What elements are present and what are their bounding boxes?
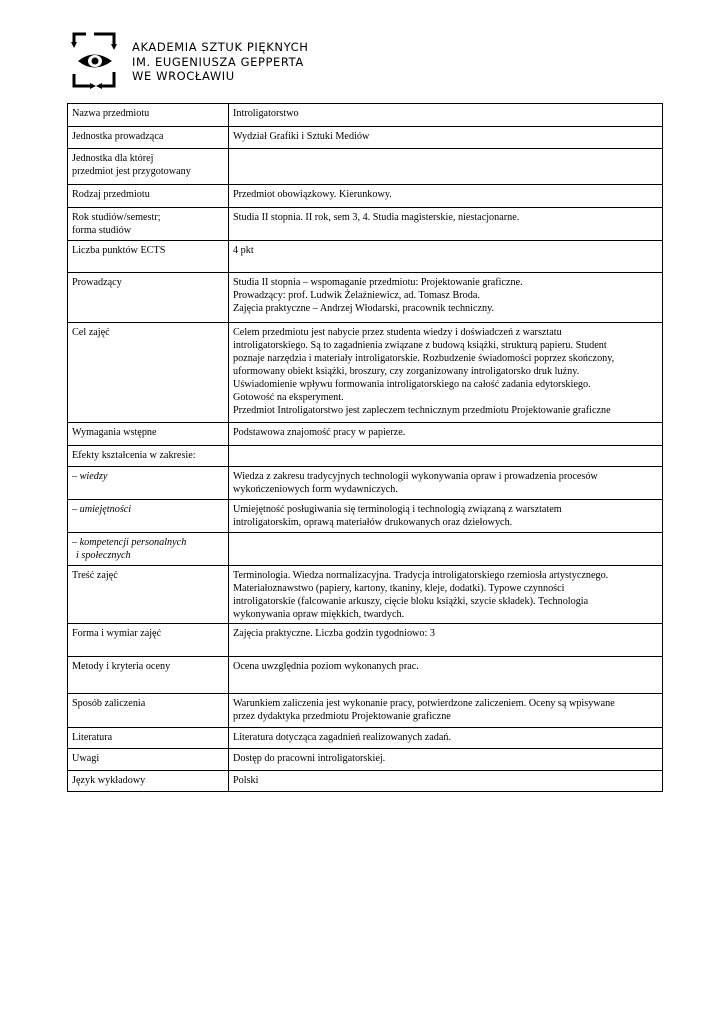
row-rodzaj bbox=[68, 185, 663, 208]
value-line: Prowadzący: prof. Ludwik Żelaźniewicz, ad. Tomasz Broda. bbox=[233, 290, 480, 301]
row-wiedzy bbox=[68, 467, 663, 500]
row-uwagi bbox=[68, 749, 663, 771]
value-line: Terminologia. Wiedza normalizacyjna. Tradycja introligatorskiego rzemiosła artystycznego. bbox=[233, 570, 609, 581]
row-efekty bbox=[68, 446, 663, 467]
row-wymagania bbox=[68, 423, 663, 446]
row-dla-ktorej bbox=[68, 149, 663, 185]
value-cel bbox=[229, 323, 663, 423]
label-jezyk: Język wykładowy bbox=[68, 771, 229, 792]
value-tresc bbox=[229, 566, 663, 624]
value-line: wykonywania opraw miękkich, twardych. bbox=[233, 609, 405, 620]
value-prowadzacy bbox=[229, 273, 663, 323]
value-line: Uświadomienie wpływu formowania introligatorskiego na całość zadania edytorskiego. bbox=[233, 379, 591, 390]
row-prowadzacy bbox=[68, 273, 663, 323]
value-uwagi: Dostęp do pracowni introligatorskiej. bbox=[229, 749, 663, 771]
value-line: Wiedza z zakresu tradycyjnych technologii wykonywania opraw i prowadzenia procesów bbox=[233, 471, 598, 482]
value-umiejetnosci bbox=[229, 500, 663, 533]
value-line: Materiałoznawstwo (papiery, kartony, tkaniny, kleje, dodatki). Typowe czynności bbox=[233, 583, 565, 594]
row-jednostka bbox=[68, 127, 663, 149]
row-kompetencje bbox=[68, 533, 663, 566]
label-prowadzacy: Prowadzący bbox=[68, 273, 229, 323]
value-rok: Studia II stopnia. II rok, sem 3, 4. Studia magisterskie, niestacjonarne. bbox=[229, 208, 663, 241]
label-line: – kompetencji personalnych bbox=[72, 537, 187, 548]
row-forma bbox=[68, 624, 663, 657]
value-jezyk: Polski bbox=[229, 771, 663, 792]
syllabus-table bbox=[67, 103, 663, 792]
value-line: introligatorskiego. Są to zagadnienia związane z budową książki, strukturą papieru. Student bbox=[233, 340, 607, 351]
value-line: poznaje narzędzia i materiały introligatorskie. Rozbudzenie świadomości poprzez skończony, bbox=[233, 353, 615, 364]
value-dla-ktorej bbox=[229, 149, 663, 185]
label-line: i społecznych bbox=[76, 550, 131, 561]
row-sposob bbox=[68, 694, 663, 728]
institution-line-2: IM. EUGENIUSZA GEPPERTA bbox=[132, 54, 304, 69]
value-forma: Zajęcia praktyczne. Liczba godzin tygodniowo: 3 bbox=[229, 624, 663, 657]
label-line: Rok studiów/semestr; bbox=[72, 212, 161, 223]
label-cel: Cel zajęć bbox=[68, 323, 229, 423]
institution-line-3: WE WROCŁAWIU bbox=[132, 69, 235, 83]
institution-name bbox=[132, 40, 308, 84]
value-ects: 4 pkt bbox=[229, 241, 663, 273]
label-nazwa: Nazwa przedmiotu bbox=[68, 104, 229, 127]
value-line: przez dydaktyka przedmiotu Projektowanie graficzne bbox=[233, 711, 451, 722]
value-jednostka: Wydział Grafiki i Sztuki Mediów bbox=[229, 127, 663, 149]
row-literatura bbox=[68, 728, 663, 749]
row-rok bbox=[68, 208, 663, 241]
label-umiejetnosci: – umiejętności bbox=[68, 500, 229, 533]
label-wiedzy: – wiedzy bbox=[68, 467, 229, 500]
value-wymagania: Podstawowa znajomość pracy w papierze. bbox=[229, 423, 663, 446]
row-cel bbox=[68, 323, 663, 423]
value-line: Zajęcia praktyczne – Andrzej Włodarski, pracownik techniczny. bbox=[233, 303, 495, 314]
value-line: uformowany obiekt książki, broszury, czy zorganizowany introligatorsko druk luźny. bbox=[233, 366, 580, 377]
value-line: Studia II stopnia – wspomaganie przedmiotu: Projektowanie graficzne. bbox=[233, 277, 523, 288]
value-efekty bbox=[229, 446, 663, 467]
label-ects: Liczba punktów ECTS bbox=[68, 241, 229, 273]
value-rodzaj: Przedmiot obowiązkowy. Kierunkowy. bbox=[229, 185, 663, 208]
row-nazwa bbox=[68, 104, 663, 127]
academy-eye-logo-icon bbox=[68, 30, 120, 92]
value-line: Celem przedmiotu jest nabycie przez studenta wiedzy i doświadczeń z warsztatu bbox=[233, 327, 562, 338]
value-metody: Ocena uwzględnia poziom wykonanych prac. bbox=[229, 657, 663, 694]
label-metody: Metody i kryteria oceny bbox=[68, 657, 229, 694]
label-tresc: Treść zajęć bbox=[68, 566, 229, 624]
value-line: Warunkiem zaliczenia jest wykonanie pracy, potwierdzone zaliczeniem. Oceny są wpisywane bbox=[233, 698, 615, 709]
label-wymagania: Wymagania wstępne bbox=[68, 423, 229, 446]
label-line: Jednostka dla której bbox=[72, 153, 154, 164]
label-line: forma studiów bbox=[72, 225, 132, 236]
label-literatura: Literatura bbox=[68, 728, 229, 749]
label-jednostka: Jednostka prowadząca bbox=[68, 127, 229, 149]
row-tresc bbox=[68, 566, 663, 624]
value-kompetencje bbox=[229, 533, 663, 566]
value-sposob bbox=[229, 694, 663, 728]
label-kompetencje bbox=[68, 533, 229, 566]
label-rodzaj: Rodzaj przedmiotu bbox=[68, 185, 229, 208]
institution-line-1: AKADEMIA SZTUK PIĘKNYCH bbox=[132, 40, 309, 54]
label-sposob: Sposób zaliczenia bbox=[68, 694, 229, 728]
row-metody bbox=[68, 657, 663, 694]
value-line: introligatorskim, oprawą materiałów drukowanych oraz dziełowych. bbox=[233, 517, 513, 528]
value-line: introligatorskie (falcowanie arkuszy, cięcie bloku książki, szycie składek). Technologia bbox=[233, 596, 589, 607]
row-ects bbox=[68, 241, 663, 273]
value-wiedzy bbox=[229, 467, 663, 500]
value-nazwa: Introligatorstwo bbox=[229, 104, 663, 127]
label-dla-ktorej bbox=[68, 149, 229, 185]
label-rok bbox=[68, 208, 229, 241]
value-literatura: Literatura dotycząca zagadnień realizowanych zadań. bbox=[229, 728, 663, 749]
label-line: przedmiot jest przygotowany bbox=[72, 166, 191, 177]
label-forma: Forma i wymiar zajęć bbox=[68, 624, 229, 657]
row-jezyk bbox=[68, 771, 663, 792]
value-line: wykończeniowych form wydawniczych. bbox=[233, 484, 398, 495]
value-line: Przedmiot Introligatorstwo jest zapleczem technicznym przedmiotu Projektowanie graficzne bbox=[233, 405, 611, 416]
label-uwagi: Uwagi bbox=[68, 749, 229, 771]
value-line: Umiejętność posługiwania się terminologią i technologią związaną z warsztatem bbox=[233, 504, 562, 515]
label-efekty: Efekty kształcenia w zakresie: bbox=[68, 446, 229, 467]
value-line: Gotowość na eksperyment. bbox=[233, 392, 344, 403]
row-umiejetnosci bbox=[68, 500, 663, 533]
